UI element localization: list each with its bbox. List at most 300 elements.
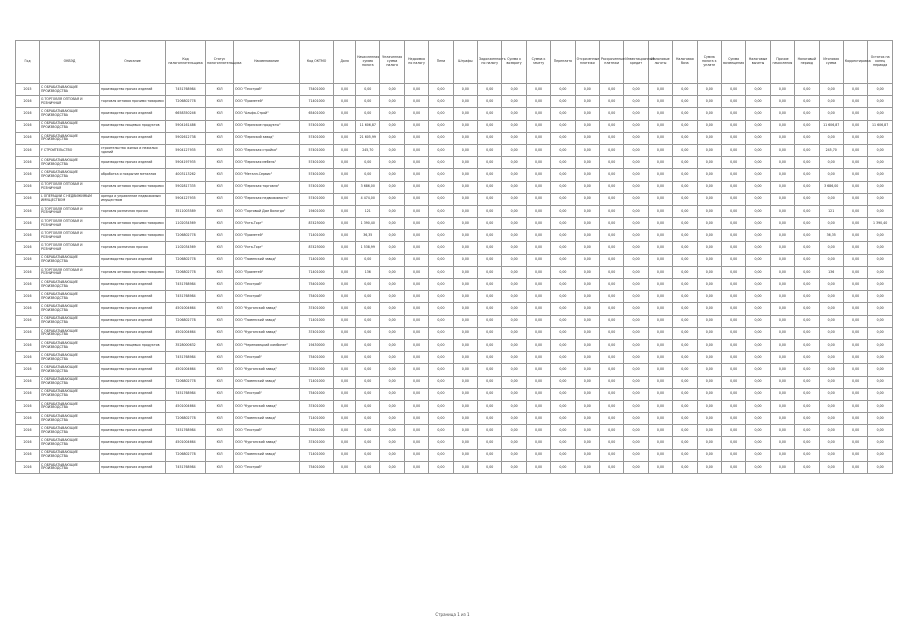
- table-cell: 0,00: [334, 327, 356, 339]
- table-cell: 0,00: [868, 254, 893, 266]
- table-cell: 0,00: [843, 449, 867, 461]
- table-cell: 0,00: [404, 364, 428, 376]
- table-cell: 0,00: [795, 449, 819, 461]
- table-cell: производство прочих изделий: [100, 84, 166, 96]
- table-cell: 0,00: [795, 108, 819, 120]
- table-cell: 2016: [16, 279, 40, 291]
- table-cell: 0,00: [648, 461, 672, 473]
- table-cell: 0,00: [526, 84, 550, 96]
- table-cell: 0,00: [624, 169, 648, 181]
- table-cell: 7206802778: [166, 96, 206, 108]
- table-cell: 0,00: [624, 461, 648, 473]
- table-cell: 2015: [16, 84, 40, 96]
- table-cell: 0,00: [770, 413, 794, 425]
- table-cell: 0,00: [648, 132, 672, 144]
- table-cell: 0,00: [575, 437, 599, 449]
- column-header: Статус налогоплательщика: [206, 41, 234, 84]
- table-cell: 0,00: [502, 461, 526, 473]
- table-row: [16, 96, 893, 108]
- table-cell: 0,00: [356, 388, 380, 400]
- table-cell: 0,00: [746, 181, 770, 193]
- table-cell: 0,00: [721, 291, 745, 303]
- table-cell: 0,00: [453, 157, 477, 169]
- table-cell: 0,00: [843, 169, 867, 181]
- table-cell: 0,00: [624, 449, 648, 461]
- table-cell: 0,00: [697, 425, 721, 437]
- table-row: [16, 193, 893, 205]
- table-cell: 0,00: [795, 364, 819, 376]
- table-cell: 0,00: [356, 96, 380, 108]
- table-cell: 0,00: [599, 108, 623, 120]
- table-cell: 0,00: [334, 144, 356, 156]
- table-cell: 0,00: [429, 181, 453, 193]
- table-cell: 0,00: [575, 266, 599, 278]
- table-cell: торговля розничная прочая: [100, 205, 166, 217]
- table-cell: 0,00: [380, 437, 404, 449]
- table-cell: 0,00: [843, 218, 867, 230]
- table-cell: 0,00: [356, 339, 380, 351]
- table-cell: 0,00: [478, 266, 502, 278]
- table-cell: 0,00: [502, 193, 526, 205]
- table-cell: 0,00: [770, 327, 794, 339]
- table-cell: 0,00: [453, 169, 477, 181]
- table-cell: 0,00: [721, 181, 745, 193]
- table-cell: 0,00: [429, 230, 453, 242]
- table-cell: 0,00: [356, 425, 380, 437]
- table-cell: 0,00: [599, 169, 623, 181]
- table-cell: 0,00: [478, 291, 502, 303]
- table-cell: 0,00: [334, 84, 356, 96]
- column-header: Итоговая сумма: [819, 41, 843, 84]
- table-cell: торговля оптовая прочими товарами: [100, 181, 166, 193]
- table-cell: 0,00: [526, 157, 550, 169]
- table-row: [16, 132, 893, 144]
- table-cell: 0,00: [673, 242, 697, 254]
- table-cell: 0,00: [356, 84, 380, 96]
- table-cell: 0,00: [599, 437, 623, 449]
- table-cell: 0,00: [795, 193, 819, 205]
- column-header: Штрафы: [453, 41, 477, 84]
- table-cell: 0,00: [624, 96, 648, 108]
- table-cell: 0,00: [795, 254, 819, 266]
- table-cell: 0,00: [770, 108, 794, 120]
- table-cell: 87425000: [300, 218, 334, 230]
- table-cell: 0,00: [551, 144, 575, 156]
- table-cell: 0,00: [770, 279, 794, 291]
- table-cell: 2016: [16, 388, 40, 400]
- table-cell: 0,00: [380, 254, 404, 266]
- table-cell: 0,00: [575, 169, 599, 181]
- table-cell: 7206802778: [166, 449, 206, 461]
- table-cell: 0,00: [648, 279, 672, 291]
- table-cell: 0,00: [697, 291, 721, 303]
- table-cell: 0,00: [453, 84, 477, 96]
- table-cell: 0,00: [721, 279, 745, 291]
- table-cell: 0,00: [721, 461, 745, 473]
- table-cell: 0,00: [819, 193, 843, 205]
- table-cell: 0,00: [429, 413, 453, 425]
- table-cell: 1 390,40: [868, 218, 893, 230]
- table-cell: 0,00: [868, 352, 893, 364]
- table-cell: 0,00: [356, 108, 380, 120]
- table-cell: С ОБРАБАТЫВАЮЩИЕ ПРОИЗВОДСТВА: [40, 279, 100, 291]
- table-cell: 0,00: [453, 96, 477, 108]
- table-cell: 0,00: [624, 205, 648, 217]
- table-cell: 4501004664: [166, 303, 206, 315]
- table-cell: 0,00: [721, 413, 745, 425]
- table-cell: производство прочих изделий: [100, 461, 166, 473]
- table-cell: 0,00: [770, 242, 794, 254]
- table-cell: 0,00: [453, 352, 477, 364]
- table-cell: 0,00: [551, 339, 575, 351]
- table-cell: 71401000: [300, 254, 334, 266]
- table-cell: 0,00: [429, 437, 453, 449]
- table-cell: 0,00: [526, 339, 550, 351]
- table-cell: 0,00: [843, 108, 867, 120]
- table-cell: 0,00: [526, 461, 550, 473]
- table-cell: 0,00: [380, 242, 404, 254]
- table-cell: 0,00: [746, 205, 770, 217]
- table-cell: ЮЛ: [206, 400, 234, 412]
- table-cell: 0,00: [819, 376, 843, 388]
- column-header: Инвестиционный кредит: [624, 41, 648, 84]
- table-cell: ООО "Пермская торговля": [234, 181, 300, 193]
- table-cell: ЮЛ: [206, 425, 234, 437]
- table-cell: 75401000: [300, 352, 334, 364]
- table-cell: 0,00: [334, 205, 356, 217]
- table-cell: 0,00: [404, 388, 428, 400]
- table-cell: 0,00: [648, 291, 672, 303]
- table-cell: 0,00: [697, 364, 721, 376]
- table-cell: 0,00: [453, 364, 477, 376]
- table-cell: торговля оптовая прочими товарами: [100, 230, 166, 242]
- table-cell: 0,00: [526, 193, 550, 205]
- table-cell: 0,00: [502, 96, 526, 108]
- table-cell: 0,00: [526, 279, 550, 291]
- table-cell: 0,00: [673, 461, 697, 473]
- table-cell: 0,00: [746, 352, 770, 364]
- table-cell: ЮЛ: [206, 291, 234, 303]
- column-header: Сумма к возврату: [502, 41, 526, 84]
- table-cell: ООО "Техстрой": [234, 461, 300, 473]
- table-cell: 0,00: [380, 315, 404, 327]
- table-cell: ЮЛ: [206, 449, 234, 461]
- table-cell: С ОБРАБАТЫВАЮЩИЕ ПРОИЗВОДСТВА: [40, 132, 100, 144]
- table-cell: 0,00: [575, 84, 599, 96]
- table-cell: 0,00: [843, 254, 867, 266]
- table-cell: 0,00: [770, 157, 794, 169]
- table-cell: 0,00: [673, 218, 697, 230]
- table-cell: 0,00: [843, 181, 867, 193]
- table-cell: 0,00: [721, 120, 745, 132]
- table-cell: 0,00: [868, 376, 893, 388]
- table-cell: 0,00: [429, 291, 453, 303]
- table-cell: 0,00: [404, 205, 428, 217]
- table-cell: 0,00: [380, 461, 404, 473]
- table-cell: ЮЛ: [206, 327, 234, 339]
- table-cell: 0,00: [721, 400, 745, 412]
- table-cell: 0,00: [843, 400, 867, 412]
- table-cell: 0,00: [819, 437, 843, 449]
- table-cell: 0,00: [648, 169, 672, 181]
- table-row: [16, 352, 893, 364]
- table-cell: 2016: [16, 96, 40, 108]
- table-cell: 2016: [16, 376, 40, 388]
- table-cell: 0,00: [770, 449, 794, 461]
- table-cell: 0,00: [770, 144, 794, 156]
- table-cell: 0,00: [770, 425, 794, 437]
- table-cell: 0,00: [502, 315, 526, 327]
- table-cell: производство прочих изделий: [100, 327, 166, 339]
- table-cell: 0,00: [334, 96, 356, 108]
- table-cell: 0,00: [795, 144, 819, 156]
- table-cell: 0,00: [770, 132, 794, 144]
- table-cell: 0,00: [843, 437, 867, 449]
- table-cell: 0,00: [478, 279, 502, 291]
- table-cell: С ОБРАБАТЫВАЮЩИЕ ПРОИЗВОДСТВА: [40, 169, 100, 181]
- table-cell: 0,00: [334, 193, 356, 205]
- table-cell: 0,00: [868, 400, 893, 412]
- table-cell: 0,00: [334, 157, 356, 169]
- table-cell: 0,00: [721, 449, 745, 461]
- table-cell: 0,00: [843, 120, 867, 132]
- table-cell: 136: [819, 266, 843, 278]
- table-cell: 0,00: [502, 449, 526, 461]
- table-cell: 0,00: [551, 120, 575, 132]
- table-cell: 0,00: [551, 364, 575, 376]
- table-cell: 0,00: [697, 205, 721, 217]
- table-cell: 0,00: [746, 449, 770, 461]
- table-cell: 0,00: [795, 120, 819, 132]
- table-row: [16, 254, 893, 266]
- table-cell: 0,00: [526, 108, 550, 120]
- table-cell: 57401000: [300, 144, 334, 156]
- table-cell: 0,00: [673, 108, 697, 120]
- table-cell: 3511003589: [166, 205, 206, 217]
- table-cell: 0,00: [868, 327, 893, 339]
- table-cell: 0,00: [526, 376, 550, 388]
- table-cell: 0,00: [453, 144, 477, 156]
- table-cell: 0,00: [575, 205, 599, 217]
- table-cell: 0,00: [575, 157, 599, 169]
- table-cell: 0,00: [819, 339, 843, 351]
- table-cell: 0,00: [551, 108, 575, 120]
- table-cell: 2016: [16, 413, 40, 425]
- table-cell: 0,00: [380, 108, 404, 120]
- table-cell: 0,00: [502, 218, 526, 230]
- table-cell: производство прочих изделий: [100, 425, 166, 437]
- table-cell: 57401000: [300, 120, 334, 132]
- table-cell: 0,00: [429, 352, 453, 364]
- table-cell: 71401000: [300, 96, 334, 108]
- table-cell: ООО "Тюменский завод": [234, 254, 300, 266]
- table-cell: 0,00: [721, 205, 745, 217]
- table-cell: 5904161486: [166, 120, 206, 132]
- table-cell: 0,00: [526, 266, 550, 278]
- table-cell: ООО "Ухта-Торг": [234, 218, 300, 230]
- table-cell: 0,00: [746, 425, 770, 437]
- table-cell: 0,00: [697, 169, 721, 181]
- table-cell: 0,00: [575, 413, 599, 425]
- table-cell: 0,00: [526, 205, 550, 217]
- table-cell: 2016: [16, 157, 40, 169]
- table-row: [16, 108, 893, 120]
- table-cell: 0,00: [526, 291, 550, 303]
- table-cell: 7451768984: [166, 291, 206, 303]
- table-cell: 0,00: [648, 266, 672, 278]
- table-cell: 0,00: [575, 327, 599, 339]
- table-cell: 0,00: [526, 254, 550, 266]
- table-cell: 0,00: [429, 120, 453, 132]
- table-cell: 0,00: [334, 449, 356, 461]
- table-cell: 0,00: [334, 230, 356, 242]
- table-cell: производство прочих изделий: [100, 352, 166, 364]
- table-cell: С ОБРАБАТЫВАЮЩИЕ ПРОИЗВОДСТВА: [40, 291, 100, 303]
- table-cell: 21 605,99: [356, 132, 380, 144]
- table-cell: 0,00: [721, 84, 745, 96]
- table-cell: производство прочих изделий: [100, 108, 166, 120]
- table-cell: 0,00: [526, 230, 550, 242]
- table-cell: 0,00: [819, 425, 843, 437]
- table-cell: 0,00: [673, 315, 697, 327]
- table-cell: 0,00: [697, 279, 721, 291]
- table-cell: С ОБРАБАТЫВАЮЩИЕ ПРОИЗВОДСТВА: [40, 157, 100, 169]
- table-cell: 0,00: [721, 388, 745, 400]
- table-cell: 0,00: [843, 376, 867, 388]
- table-cell: 0,00: [551, 157, 575, 169]
- table-cell: 0,00: [551, 437, 575, 449]
- table-cell: 0,00: [648, 352, 672, 364]
- column-header: Отсроченные платежи: [575, 41, 599, 84]
- table-cell: 0,00: [697, 376, 721, 388]
- table-cell: торговля оптовая прочими товарами: [100, 96, 166, 108]
- table-cell: производство прочих изделий: [100, 364, 166, 376]
- table-cell: 0,00: [770, 266, 794, 278]
- table-cell: 0,00: [502, 108, 526, 120]
- table-cell: L ОПЕРАЦИИ С НЕДВИЖИМЫМ ИМУЩЕСТВОМ: [40, 193, 100, 205]
- table-cell: 0,00: [478, 376, 502, 388]
- table-cell: 0,00: [575, 230, 599, 242]
- table-cell: 0,00: [478, 84, 502, 96]
- table-cell: ЮЛ: [206, 413, 234, 425]
- table-cell: 0,00: [746, 96, 770, 108]
- table-cell: 0,00: [624, 279, 648, 291]
- table-cell: 0,00: [404, 352, 428, 364]
- table-cell: 0,00: [478, 388, 502, 400]
- table-cell: 0,00: [721, 218, 745, 230]
- table-cell: 0,00: [599, 425, 623, 437]
- table-cell: 0,00: [795, 169, 819, 181]
- table-cell: 0,00: [334, 218, 356, 230]
- table-cell: 0,00: [697, 327, 721, 339]
- table-cell: 0,00: [453, 437, 477, 449]
- column-header: Налоговые льготы: [648, 41, 672, 84]
- table-cell: G ТОРГОВЛЯ ОПТОВАЯ И РОЗНИЧНАЯ: [40, 181, 100, 193]
- table-cell: 0,00: [502, 132, 526, 144]
- table-cell: 0,00: [334, 120, 356, 132]
- table-cell: ООО "Техстрой": [234, 279, 300, 291]
- table-cell: 0,00: [356, 376, 380, 388]
- table-cell: 0,00: [404, 279, 428, 291]
- table-cell: 0,00: [673, 303, 697, 315]
- table-cell: 0,00: [575, 303, 599, 315]
- table-cell: 0,00: [453, 449, 477, 461]
- column-header: Начисленная сумма налога: [356, 41, 380, 84]
- table-cell: 0,00: [843, 364, 867, 376]
- table-cell: 0,00: [429, 96, 453, 108]
- column-header: Рассроченные платежи: [599, 41, 623, 84]
- table-row: [16, 437, 893, 449]
- table-cell: 65401000: [300, 108, 334, 120]
- table-cell: 0,00: [599, 193, 623, 205]
- table-cell: 0,00: [746, 400, 770, 412]
- table-cell: 0,00: [551, 291, 575, 303]
- table-cell: 0,00: [624, 291, 648, 303]
- table-cell: 2016: [16, 400, 40, 412]
- table-cell: 0,00: [478, 157, 502, 169]
- table-cell: 0,00: [721, 193, 745, 205]
- table-cell: 0,00: [697, 132, 721, 144]
- table-cell: 0,00: [795, 425, 819, 437]
- table-cell: 2016: [16, 327, 40, 339]
- table-cell: С ОБРАБАТЫВАЮЩИЕ ПРОИЗВОДСТВА: [40, 449, 100, 461]
- table-cell: 2016: [16, 108, 40, 120]
- table-cell: 0,00: [380, 169, 404, 181]
- table-cell: 0,00: [551, 96, 575, 108]
- table-row: [16, 425, 893, 437]
- table-cell: 0,00: [868, 181, 893, 193]
- table-cell: 75401000: [300, 291, 334, 303]
- table-cell: 0,00: [526, 303, 550, 315]
- table-cell: 0,00: [453, 425, 477, 437]
- table-cell: 0,00: [697, 242, 721, 254]
- table-cell: 0,00: [575, 461, 599, 473]
- table-cell: 0,00: [380, 279, 404, 291]
- table-cell: 0,00: [404, 303, 428, 315]
- table-cell: ООО "Тюменский завод": [234, 315, 300, 327]
- table-cell: 2016: [16, 461, 40, 473]
- table-cell: 0,00: [770, 437, 794, 449]
- table-row: [16, 376, 893, 388]
- table-cell: 2016: [16, 449, 40, 461]
- table-cell: ЮЛ: [206, 437, 234, 449]
- table-cell: 0,00: [673, 193, 697, 205]
- table-cell: ООО "Техстрой": [234, 291, 300, 303]
- table-cell: 0,00: [843, 425, 867, 437]
- table-cell: 0,00: [697, 84, 721, 96]
- table-cell: 0,00: [721, 96, 745, 108]
- table-cell: 0,00: [746, 388, 770, 400]
- table-cell: 0,00: [746, 157, 770, 169]
- column-header: Налоговая база: [673, 41, 697, 84]
- table-cell: 0,00: [380, 120, 404, 132]
- table-cell: торговля розничная прочая: [100, 242, 166, 254]
- table-cell: 0,00: [334, 413, 356, 425]
- table-cell: G ТОРГОВЛЯ ОПТОВАЯ И РОЗНИЧНАЯ: [40, 266, 100, 278]
- table-cell: 0,00: [356, 254, 380, 266]
- table-cell: 0,00: [526, 352, 550, 364]
- table-cell: 0,00: [819, 303, 843, 315]
- table-cell: 0,00: [624, 84, 648, 96]
- table-cell: 0,00: [334, 279, 356, 291]
- table-cell: 4501004664: [166, 364, 206, 376]
- table-cell: 0,00: [404, 291, 428, 303]
- table-cell: 0,00: [868, 437, 893, 449]
- table-cell: 0,00: [380, 193, 404, 205]
- table-cell: 0,00: [819, 413, 843, 425]
- table-cell: 0,00: [380, 339, 404, 351]
- table-cell: ЮЛ: [206, 205, 234, 217]
